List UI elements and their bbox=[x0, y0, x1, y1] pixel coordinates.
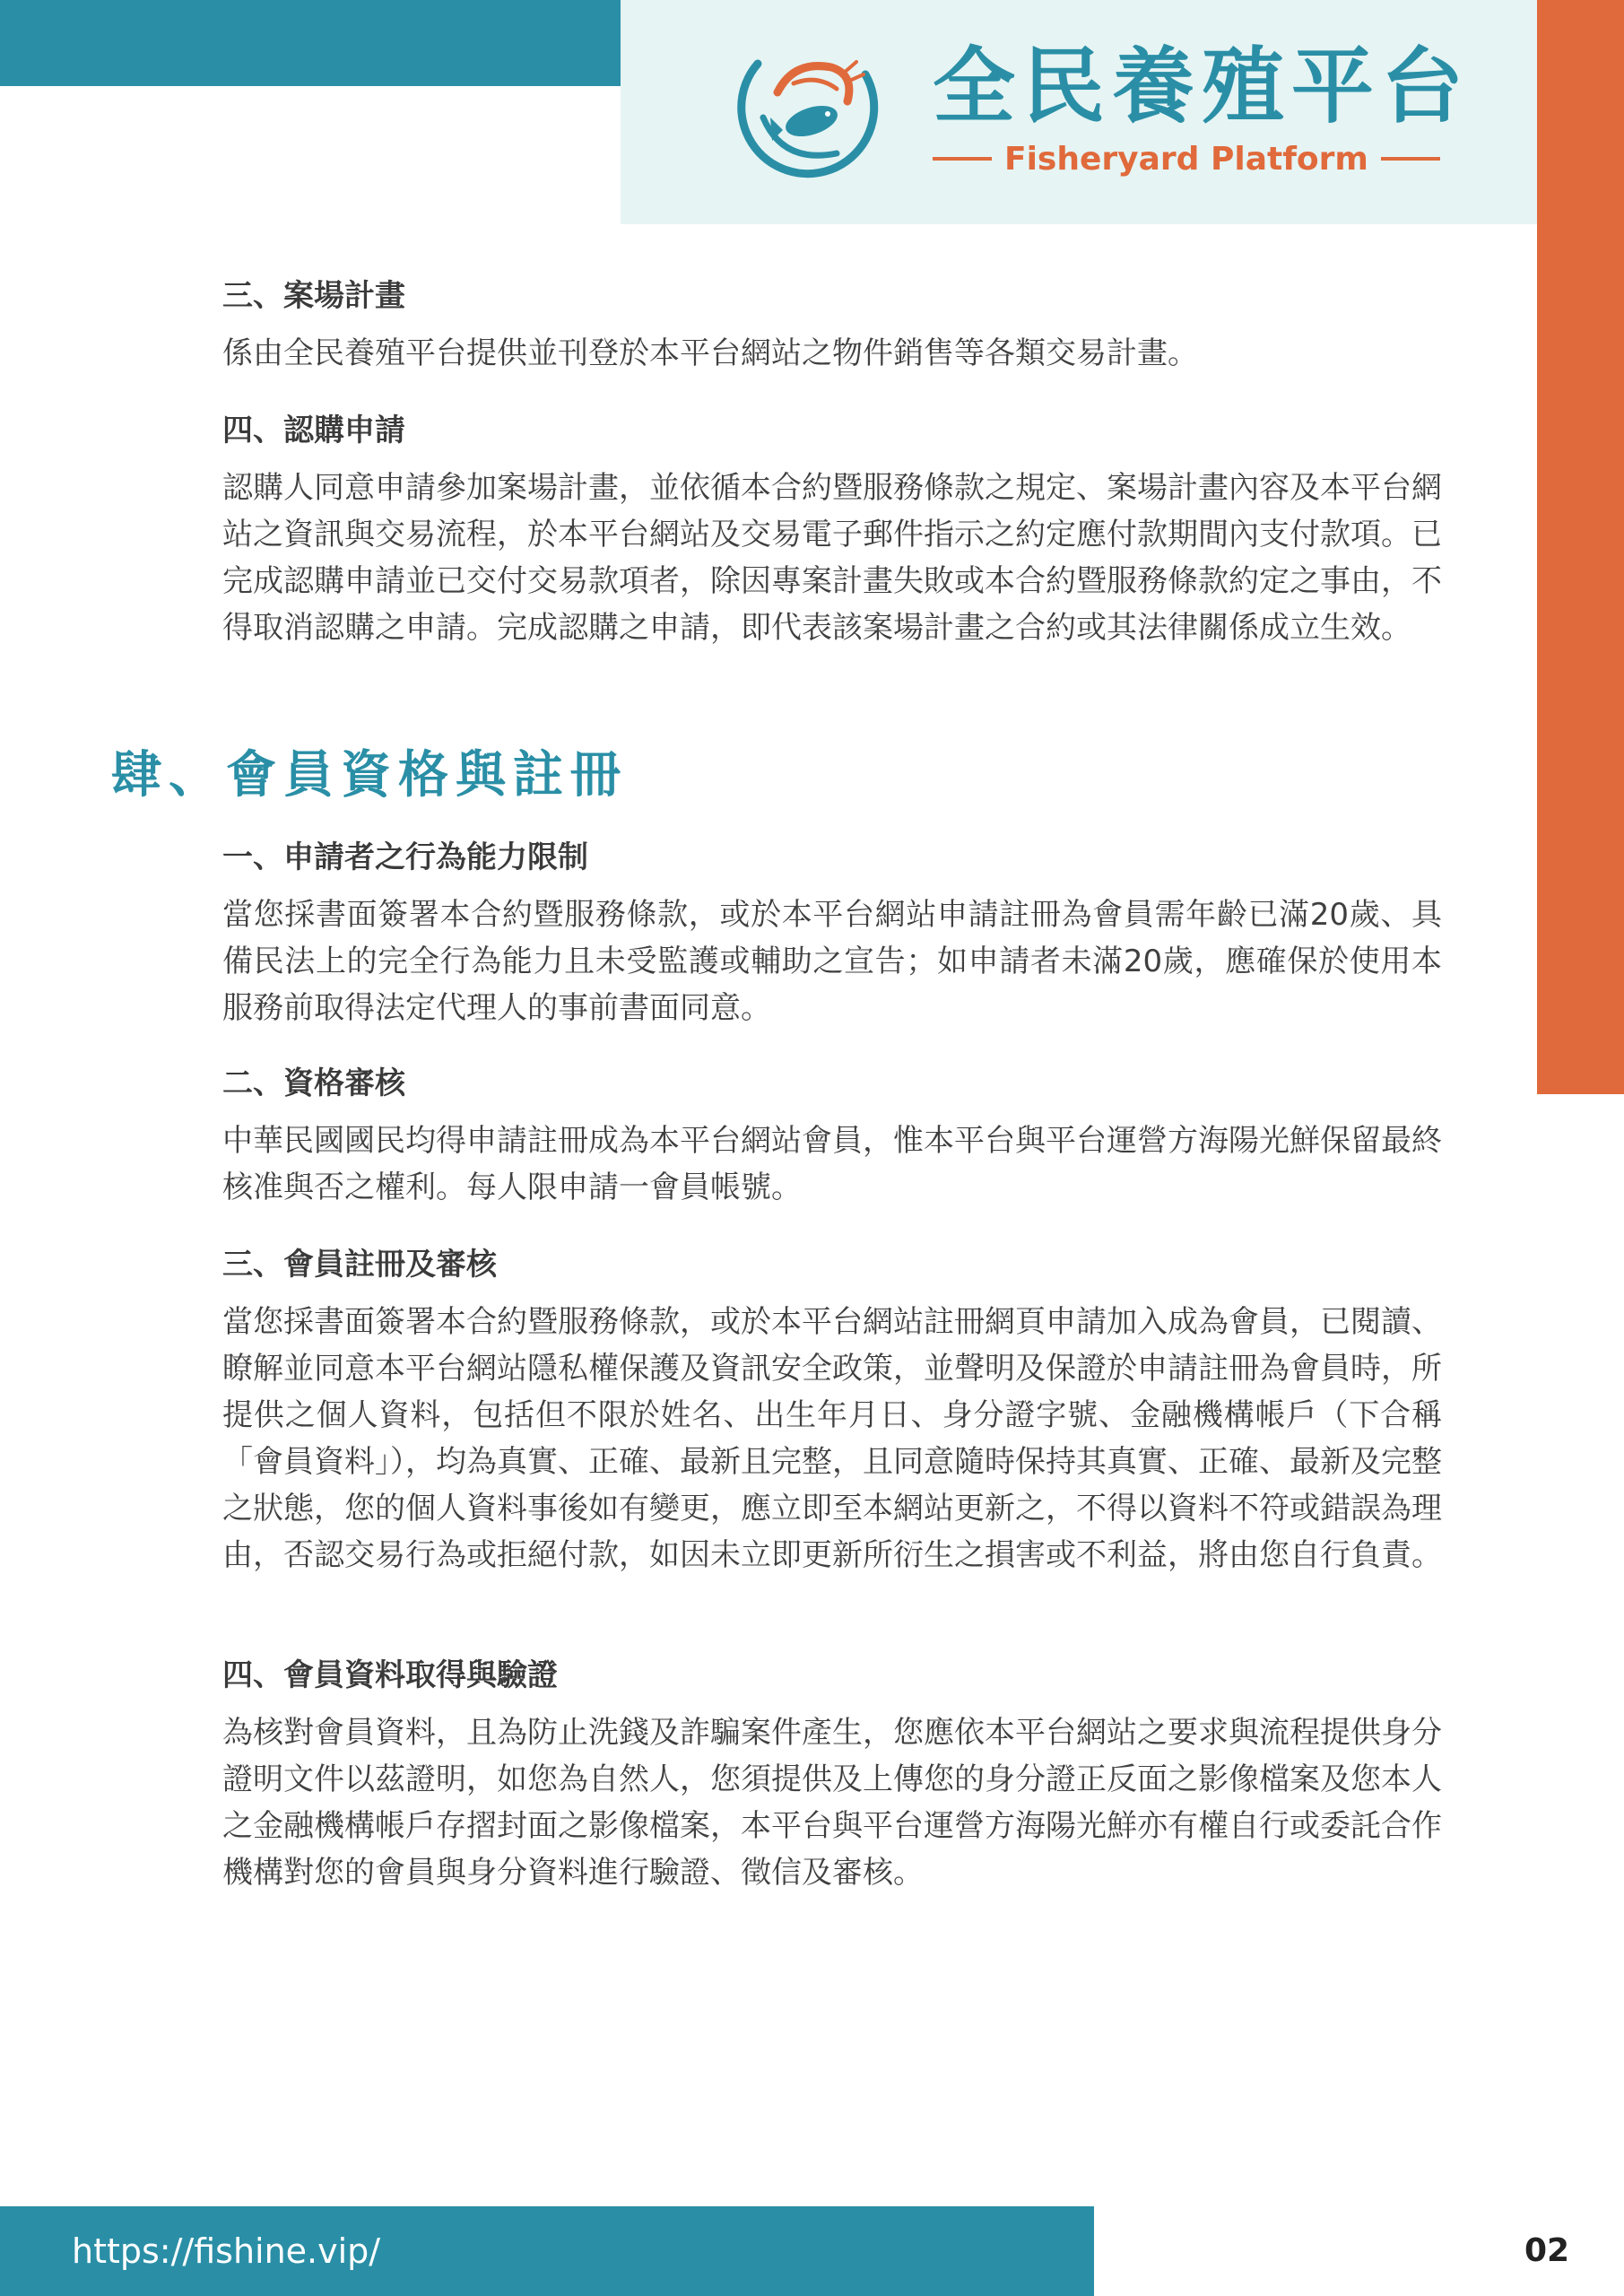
shrimp-fish-bowl-logo-icon bbox=[731, 30, 885, 184]
side-accent-bar bbox=[1537, 0, 1624, 1094]
section-heading-capacity: 一、申請者之行為能力限制 bbox=[222, 839, 588, 875]
section-heading-eligibility: 二、資格審核 bbox=[222, 1065, 405, 1101]
chapter-heading-membership: 肆、會員資格與註冊 bbox=[111, 746, 628, 804]
section-text-subscription: 認購人同意申請參加案場計畫，並依循本合約暨服務條款之規定、案場計畫內容及本平台網站之資訊與交易流程，於本平台網站及交易電子郵件指示之約定應付款期間內支付款項。已完成認購申請並已交付交易款項者，除因專案計畫失敗或本合約暨服務條款約定之事由，不得取消認購之申請。完成認購之申請，即代表該案場計畫之合約或其法律關係成立生效。 bbox=[222, 470, 1442, 646]
section-heading-verification: 四、會員資料取得與驗證 bbox=[222, 1657, 558, 1693]
section-text-eligibility: 中華民國國民均得申請註冊成為本平台網站會員，惟本平台與平台運營方海陽光鮮保留最終核准與否之權利。每人限申請一會員帳號。 bbox=[222, 1123, 1442, 1205]
section-heading-subscription: 四、認購申請 bbox=[222, 413, 405, 448]
brand-subtitle-row bbox=[933, 136, 1440, 181]
section-heading-registration: 三、會員註冊及審核 bbox=[222, 1247, 497, 1283]
page-number: 02 bbox=[1524, 2232, 1570, 2269]
subtitle-rule-right bbox=[1381, 157, 1440, 161]
brand-subtitle: Fisheryard Platform bbox=[1004, 140, 1368, 178]
brand-title: 全民養殖平台 bbox=[933, 39, 1472, 135]
top-accent-bar bbox=[0, 0, 621, 86]
section-text-capacity: 當您採書面簽署本合約暨服務條款，或於本平台網站申請註冊為會員需年齡已滿20歲、具備民法上的完全行為能力且未受監護或輔助之宣告；如申請者未滿20歲，應確保於使用本服務前取得法定代理人的事前書面同意。 bbox=[222, 897, 1442, 1026]
footer-url-link[interactable]: https://fishine.vip/ bbox=[72, 2231, 381, 2271]
section-text-verification: 為核對會員資料，且為防止洗錢及詐騙案件產生，您應依本平台網站之要求與流程提供身分證明文件以茲證明，如您為自然人，您須提供及上傳您的身分證正反面之影像檔案及您本人之金融機構帳戶存摺封面之影像檔案，本平台與平台運營方海陽光鮮亦有權自行或委託合作機構對您的會員與身分資料進行驗證、徵信及審核。 bbox=[222, 1715, 1442, 1891]
subtitle-rule-left bbox=[933, 157, 992, 161]
section-text-case-plan: 係由全民養殖平台提供並刊登於本平台網站之物件銷售等各類交易計畫。 bbox=[222, 335, 1198, 371]
section-text-registration: 當您採書面簽署本合約暨服務條款，或於本平台網站註冊網頁申請加入成為會員，已閱讀、瞭解並同意本平台網站隱私權保護及資訊安全政策，並聲明及保證於申請註冊為會員時，所提供之個人資料，包括但不限於姓名、出生年月日、身分證字號、金融機構帳戶（下合稱「會員資料」），均為真實、正確、最新且完整，且同意隨時保持其真實、正確、最新及完整之狀態，您的個人資料事後如有變更，應立即至本網站更新之，不得以資料不符或錯誤為理由，否認交易行為或拒絕付款，如因未立即更新所衍生之損害或不利益，將由您自行負責。 bbox=[222, 1304, 1442, 1573]
section-heading-case-plan: 三、案場計畫 bbox=[222, 278, 405, 314]
